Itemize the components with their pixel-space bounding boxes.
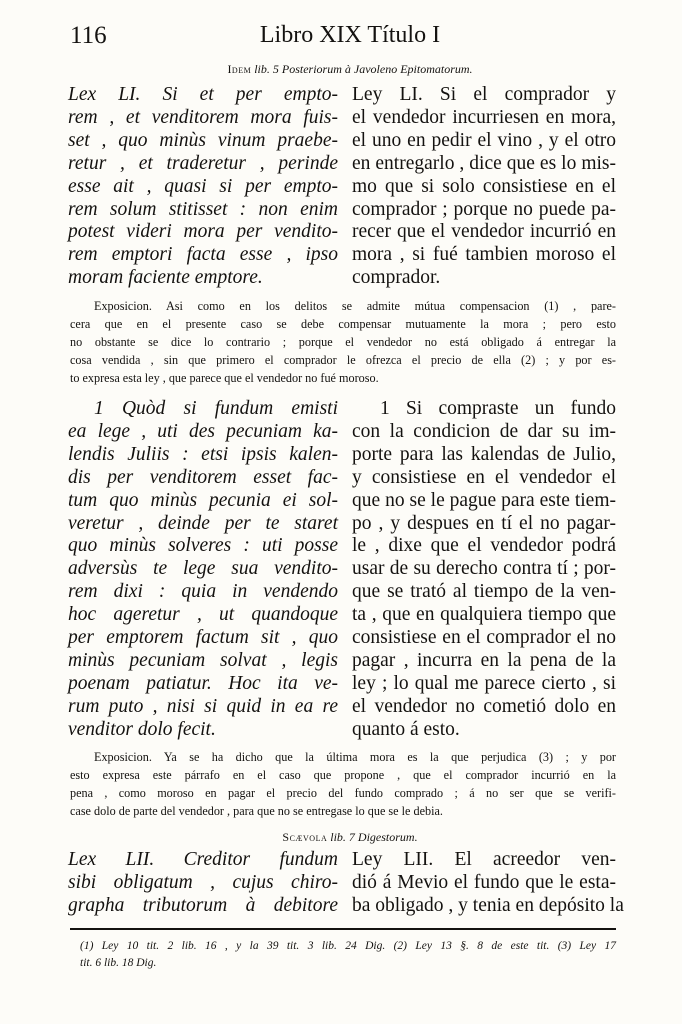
text-line: poenam patiatur. Hoc ita ve- bbox=[68, 672, 338, 694]
exposicion-paragraph-1 bbox=[70, 748, 616, 820]
text-line: per emptorem factum sit , quo bbox=[68, 627, 338, 649]
ley-52-spanish bbox=[352, 849, 624, 918]
exposicion-lex-51 bbox=[70, 297, 616, 387]
text-line: ta , que en qualquiera tiempo que bbox=[352, 604, 616, 626]
text-line: mo que si solo consistiese en el bbox=[352, 175, 616, 197]
source-citation bbox=[70, 62, 630, 77]
page-header bbox=[70, 22, 630, 52]
text-line: cera que en el presente caso se debe compensar mutuamente la mora ; pero esto bbox=[70, 317, 616, 331]
text-line: comprador ; porque no puede pa- bbox=[352, 198, 616, 220]
source-text: lib. 7 Digestorum. bbox=[330, 830, 418, 844]
text-line: Ley LI. Si el comprador y bbox=[352, 84, 616, 105]
text-line: pena , como moroso en pagar el precio del fundo comprado ; á no ser que se verifi- bbox=[70, 786, 616, 800]
text-line: el vendedor no cometió dolo en bbox=[352, 695, 616, 717]
text-line: esse ait , quasi si per empto- bbox=[68, 175, 338, 197]
text-line: en entregarlo , dice que es lo mis- bbox=[352, 152, 616, 174]
text-line: moram faciente emptore. bbox=[68, 267, 263, 289]
ley-51-spanish bbox=[352, 84, 616, 290]
text-line: el vendedor incurriesen en mora, bbox=[352, 106, 616, 128]
text-line: mora , si fué tambien moroso el bbox=[352, 244, 616, 266]
text-line: grapha tributorum à debitore bbox=[68, 894, 338, 916]
text-line: case dolo de parte del vendedor , para que no se entregase lo que se le debia. bbox=[70, 804, 443, 818]
text-line: hoc ageretur , ut quandoque bbox=[68, 604, 338, 626]
text-line: quanto á esto. bbox=[352, 718, 460, 740]
text-line: rem , et venditorem mora fuis- bbox=[68, 106, 338, 128]
text-line: Ley LII. El acreedor ven- bbox=[352, 849, 616, 870]
text-line: quo minùs solveres : uti posse bbox=[68, 535, 338, 557]
text-line: veretur , deinde per te staret bbox=[68, 512, 338, 534]
text-line: el uno en pedir el vino , y el otro bbox=[352, 129, 616, 151]
text-line: dió á Mevio el fundo que le esta- bbox=[352, 871, 616, 893]
text-line: tum quo minùs pecunia ei sol- bbox=[68, 489, 338, 511]
source-text: lib. 5 Posteriorum à Javoleno Epitomatorum. bbox=[254, 62, 473, 76]
text-line: Exposicion. Asi como en los delitos se admite mútua compensacion (1) , pare- bbox=[94, 299, 616, 313]
paragraph-1-latin bbox=[68, 398, 338, 742]
text-line: que se trató al tiempo de la ven- bbox=[352, 581, 616, 603]
text-line: usar de su derecho contra tí ; por- bbox=[352, 558, 616, 580]
text-line: ea lege , uti des pecuniam ka- bbox=[68, 420, 338, 442]
text-line: retur , et traderetur , perinde bbox=[68, 152, 338, 174]
text-line: 1 Si compraste un fundo bbox=[380, 398, 616, 419]
text-line: ley ; lo qual me parece cierto , si bbox=[352, 672, 616, 694]
text-line: rem dixi : quia in vendendo bbox=[68, 581, 338, 603]
footnote-line: tit. 6 lib. 18 Dig. bbox=[80, 957, 157, 969]
text-line: Lex LII. Creditor fundum bbox=[68, 849, 338, 870]
text-line: rum puto , nisi si quid in ea re bbox=[68, 695, 338, 717]
text-line: potest videri mora per vendito- bbox=[68, 221, 338, 243]
source-author: Idem bbox=[227, 62, 252, 76]
text-line: pagar , incurra en la pena de la bbox=[352, 649, 616, 671]
source-citation bbox=[70, 830, 630, 845]
text-line: 1 Quòd si fundum emisti bbox=[94, 398, 338, 419]
text-line: no obstante se dice lo contrario ; porque el vendedor no está obligado á entregar la bbox=[70, 335, 616, 349]
text-line: Exposicion. Ya se ha dicho que la última mora es la que perjudica (3) ; y por bbox=[94, 750, 616, 764]
text-line: sibi obligatum , cujus chiro- bbox=[68, 871, 338, 893]
text-line: con la condicion de dar su im- bbox=[352, 420, 616, 442]
text-line: consistiese en el comprador el no bbox=[352, 627, 616, 649]
text-line: to expresa esta ley , que parece que el vendedor no fué moroso. bbox=[70, 371, 379, 385]
text-line: comprador. bbox=[352, 267, 441, 289]
text-line: minùs pecuniam solvat , legis bbox=[68, 649, 338, 671]
running-title: Libro XIX Título I bbox=[259, 22, 441, 48]
source-author: Scævola bbox=[282, 830, 328, 844]
footnotes bbox=[80, 938, 616, 972]
text-line: venditor dolo fecit. bbox=[68, 718, 216, 740]
text-line: y consistiese en el vendedor el bbox=[352, 466, 616, 488]
text-line: que no se le pague para este tiem- bbox=[352, 489, 616, 511]
text-line: po , y despues en tí el no pagar- bbox=[352, 512, 616, 534]
text-line: rem solum stitisset : non enim bbox=[68, 198, 338, 220]
text-line: porte para las kalendas de Julio, bbox=[352, 443, 616, 465]
text-line: adversùs te lege sua vendito- bbox=[68, 558, 338, 580]
text-line: set , quo minùs vinum praebe- bbox=[68, 129, 338, 151]
text-line: rem emptori facta esse , ipso bbox=[68, 244, 338, 266]
page-number: 116 bbox=[70, 22, 107, 49]
text-line: lendis Juliis : etsi ipsis kalen- bbox=[68, 443, 338, 465]
lex-51-latin bbox=[68, 84, 338, 290]
text-line: cosa vendida , sin que primero el comprador le ofrezca el precio de ella (2) ; y por es- bbox=[70, 353, 616, 367]
text-line: Lex LI. Si et per empto- bbox=[68, 84, 338, 105]
text-line: esto expresa este párrafo en el caso que propone , que el comprador incurrió en la bbox=[70, 768, 616, 782]
footnote-rule bbox=[70, 928, 616, 930]
text-line: ba obligado , y tenia en depósito la bbox=[352, 894, 624, 916]
text-line: dis per venditorem esset fac- bbox=[68, 466, 338, 488]
paragraph-1-spanish bbox=[352, 398, 616, 742]
footnote-line: (1) Ley 10 tit. 2 lib. 16 , y la 39 tit. 3 lib. 24 Dig. (2) Ley 13 §. 8 de este tit. (3) Ley 17 bbox=[80, 940, 616, 952]
text-line: recer que el vendedor incurrió en bbox=[352, 221, 616, 243]
text-line: le , dixe que el vendedor podrá bbox=[352, 535, 616, 557]
lex-52-latin bbox=[68, 849, 338, 918]
